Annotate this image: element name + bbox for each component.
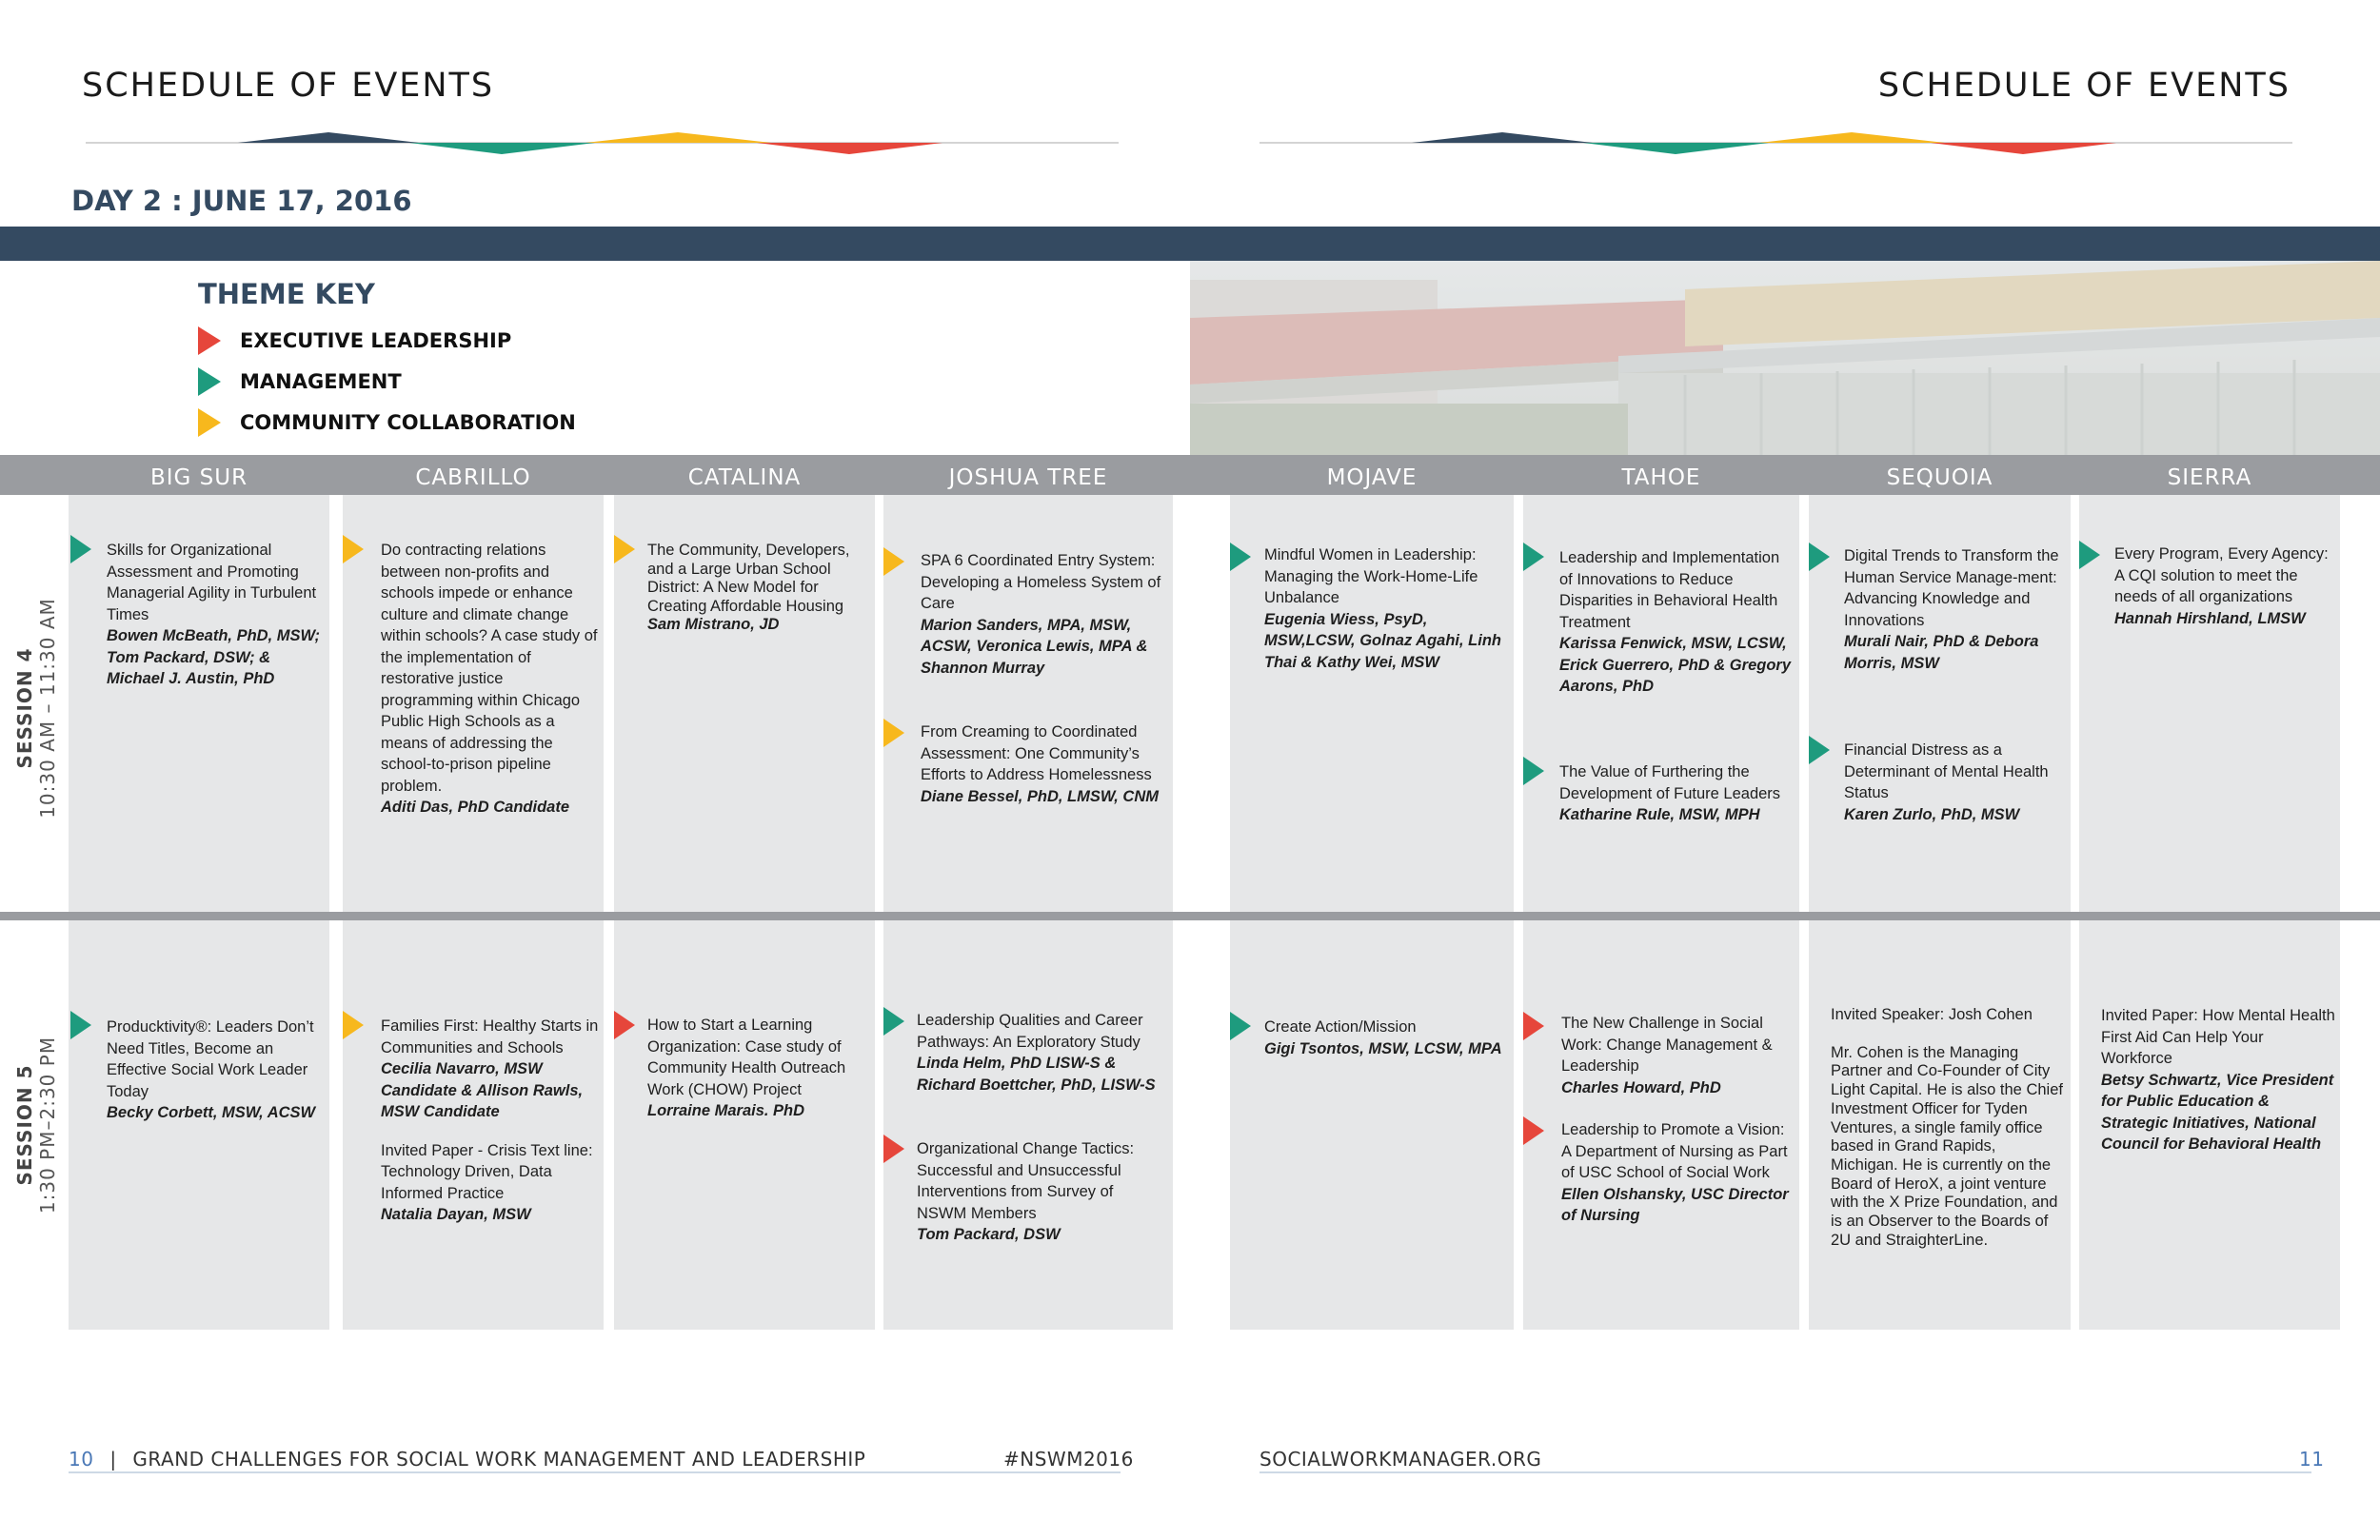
event-speakers: Sam Mistrano, JD xyxy=(647,616,780,633)
green-triangle-icon xyxy=(1230,1012,1251,1040)
yellow-triangle-icon xyxy=(883,719,904,747)
left-page-title: SCHEDULE OF EVENTS xyxy=(82,67,495,105)
event-speakers: Katharine Rule, MSW, MPH xyxy=(1559,806,1760,823)
event-speakers: Aditi Das, PhD Candidate xyxy=(381,799,570,816)
event-session5-tahoe-1 xyxy=(1561,1013,1795,1098)
event-speakers: Murali Nair, PhD & Debora Morris, MSW xyxy=(1844,633,2039,672)
event-title: Producktivity®: Leaders Don’t Need Titles, Become an Effective Social Work Leader Today xyxy=(107,1018,314,1100)
event-title: Invited Paper - Crisis Text line: Technology Driven, Data Informed Practice xyxy=(381,1141,593,1202)
yellow-triangle-icon xyxy=(198,408,221,437)
right-page-title: SCHEDULE OF EVENTS xyxy=(1877,67,2291,105)
event-session5-mojave xyxy=(1264,1017,1508,1059)
session-time: 10:30 AM – 11:30 AM xyxy=(36,598,59,819)
event-session5-sierra xyxy=(2101,1005,2335,1155)
event-speakers: Linda Helm, PhD LISW-S & Richard Boettcher, PhD, LISW-S xyxy=(917,1055,1156,1094)
green-triangle-icon xyxy=(1230,543,1251,571)
event-speakers: Natalia Dayan, MSW xyxy=(381,1206,531,1223)
event-title: Families First: Healthy Starts in Communities and Schools xyxy=(381,1017,599,1056)
green-triangle-icon xyxy=(70,1011,91,1039)
session-divider xyxy=(0,912,2380,920)
column-header-cabrillo: CABRILLO xyxy=(415,465,531,490)
green-triangle-icon xyxy=(1809,736,1830,764)
event-speakers: Becky Corbett, MSW, ACSW xyxy=(107,1104,316,1121)
event-description: Mr. Cohen is the Managing Partner and Co-Founder of City Light Capital. He is also the Chief Investment Officer for Tyden Ventures, a single family office based in Grand Rapids, Michigan. He is currently on the Board of HeroX, a joint venture with the X Prize Foundation, and is an Observer to the Boards of 2U and StraighterLine. xyxy=(1831,1043,2063,1249)
event-session5-catalina xyxy=(647,1015,870,1122)
event-title: Every Program, Every Agency: A CQI solution to meet the needs of all organizations xyxy=(2114,545,2329,605)
event-title: The Value of Furthering the Development of Future Leaders xyxy=(1559,763,1781,802)
event-session4-tahoe-1 xyxy=(1559,547,1794,698)
event-session5-joshua-tree-1 xyxy=(917,1010,1166,1096)
footer-conference-title: GRAND CHALLENGES FOR SOCIAL WORK MANAGEMENT AND LEADERSHIP xyxy=(132,1448,866,1471)
session-name: SESSION 4 xyxy=(13,647,36,769)
event-title: Leadership and Implementation of Innovations to Reduce Disparities in Behavioral Health Treatment xyxy=(1559,549,1780,631)
event-session5-sequoia xyxy=(1831,1006,2065,1250)
event-title: Skills for Organizational Assessment and Promoting Managerial Agility in Turbulent Times xyxy=(107,542,317,623)
session-5-big-sur-cell xyxy=(69,920,329,1330)
event-speakers: Eugenia Wiess, PsyD, MSW,LCSW, Golnaz Agahi, Linh Thai & Kathy Wei, MSW xyxy=(1264,610,1501,671)
navy-band xyxy=(0,227,2380,261)
event-title: Create Action/Mission xyxy=(1264,1018,1417,1036)
event-title: Mindful Women in Leadership: Managing the Work-Home-Life Unbalance xyxy=(1264,546,1478,606)
theme-key-label: COMMUNITY COLLABORATION xyxy=(240,410,576,434)
footer-hashtag: #NSWM2016 xyxy=(1003,1448,1134,1471)
green-triangle-icon xyxy=(1523,757,1544,785)
theme-key-item-community xyxy=(198,402,576,443)
day-title: DAY 2 : JUNE 17, 2016 xyxy=(71,185,412,217)
event-session4-tahoe-2 xyxy=(1559,761,1794,826)
event-title: Do contracting relations between non-profits and schools impede or enhance culture and climate change within schools? A case study of the implementation of restorative justice programming within Chicago Public High Schools as a means of addressing the school-to-prison pipeline problem. xyxy=(381,542,598,795)
event-session5-cabrillo xyxy=(381,1016,600,1226)
green-triangle-icon xyxy=(1809,543,1830,571)
right-footer-rule xyxy=(1259,1471,2311,1473)
event-title: Organizational Change Tactics: Successful and Unsuccessful Interventions from Survey of NSWM Members xyxy=(917,1140,1135,1222)
event-session4-sequoia-2 xyxy=(1844,740,2065,825)
green-triangle-icon xyxy=(1523,543,1544,571)
event-speakers: Hannah Hirshland, LMSW xyxy=(2114,609,2306,627)
event-title: Leadership to Promote a Vision: A Department of Nursing as Part of USC School of Social Work xyxy=(1561,1121,1788,1181)
event-session4-sequoia-1 xyxy=(1844,545,2065,674)
event-title: From Creaming to Coordinated Assessment: One Community’s Efforts to Address Homelessness xyxy=(921,723,1152,783)
building-photo xyxy=(1190,261,2380,455)
event-title: Digital Trends to Transform the Human Service Manage-ment: Advancing Knowledge and Innovations xyxy=(1844,547,2059,629)
column-header-sierra: SIERRA xyxy=(2167,465,2252,490)
yellow-triangle-icon xyxy=(883,547,904,576)
event-speakers: Ellen Olshansky, USC Director of Nursing xyxy=(1561,1185,1789,1224)
green-triangle-icon xyxy=(883,1007,904,1036)
event-speakers: Gigi Tsontos, MSW, LCSW, MPA xyxy=(1264,1039,1502,1057)
left-footer xyxy=(69,1448,865,1471)
theme-key-label: MANAGEMENT xyxy=(240,369,402,393)
event-title: How to Start a Learning Organization: Case study of Community Health Outreach Work (CHOW) Project xyxy=(647,1017,846,1098)
theme-key-label: EXECUTIVE LEADERSHIP xyxy=(240,328,512,352)
event-session5-tahoe-2 xyxy=(1561,1119,1795,1227)
red-triangle-icon xyxy=(198,326,221,355)
green-triangle-icon xyxy=(198,367,221,396)
page-number-left: 10 xyxy=(69,1448,94,1471)
green-triangle-icon xyxy=(70,535,91,563)
event-speakers: Betsy Schwartz, Vice President for Public Education & Strategic Initiatives, National Council for Behavioral Health xyxy=(2101,1071,2334,1153)
session-5-joshua-tree-cell xyxy=(883,920,1173,1330)
column-header-mojave: MOJAVE xyxy=(1326,465,1418,490)
green-triangle-icon xyxy=(2079,541,2100,569)
session-name: SESSION 5 xyxy=(13,1064,36,1186)
event-title: Financial Distress as a Determinant of Mental Health Status xyxy=(1844,741,2049,801)
session-5-label xyxy=(13,963,59,1287)
event-session4-joshua-tree-2 xyxy=(921,721,1166,807)
page-number-right xyxy=(2299,1448,2324,1471)
column-header-catalina: CATALINA xyxy=(687,465,802,490)
left-footer-rule xyxy=(69,1471,1121,1473)
event-session4-cabrillo xyxy=(381,540,600,819)
theme-key xyxy=(198,278,576,443)
column-header-tahoe: TAHOE xyxy=(1621,465,1701,490)
event-speakers: Marion Sanders, MPA, MSW, ACSW, Veronica Lewis, MPA & Shannon Murray xyxy=(921,616,1148,677)
theme-key-item-management xyxy=(198,361,576,402)
event-title: Invited Paper: How Mental Health First Aid Can Help Your Workforce xyxy=(2101,1007,2335,1067)
theme-key-title: THEME KEY xyxy=(198,278,375,310)
event-speakers: Karissa Fenwick, MSW, LCSW, Erick Guerrero, PhD & Gregory Aarons, PhD xyxy=(1559,635,1791,695)
column-header-sequoia: SEQUOIA xyxy=(1886,465,1993,490)
session-5-catalina-cell xyxy=(614,920,875,1330)
red-triangle-icon xyxy=(614,1011,635,1039)
event-session4-catalina xyxy=(647,542,870,635)
column-header-big-sur: BIG SUR xyxy=(149,465,248,490)
event-speakers: Charles Howard, PhD xyxy=(1561,1078,1721,1096)
event-session5-joshua-tree-2 xyxy=(917,1138,1166,1246)
yellow-triangle-icon xyxy=(343,535,364,563)
red-triangle-icon xyxy=(883,1135,904,1163)
event-title: Leadership Qualities and Career Pathways: An Exploratory Study xyxy=(917,1012,1143,1051)
event-title: Invited Speaker: Josh Cohen xyxy=(1831,1006,2033,1023)
event-session5-big-sur xyxy=(107,1017,324,1124)
red-triangle-icon xyxy=(1523,1116,1544,1145)
event-session4-joshua-tree-1 xyxy=(921,550,1166,679)
event-title: SPA 6 Coordinated Entry System: Developing a Homeless System of Care xyxy=(921,552,1161,612)
right-decorative-triangle-strip xyxy=(1259,126,2292,156)
page-number-right-text: 11 xyxy=(2299,1448,2325,1471)
column-header-joshua-tree: JOSHUA TREE xyxy=(948,465,1108,490)
session-time: 1:30 PM–2:30 PM xyxy=(36,1036,59,1214)
event-speakers: Tom Packard, DSW xyxy=(917,1226,1061,1243)
yellow-triangle-icon xyxy=(343,1011,364,1039)
left-decorative-triangle-strip xyxy=(86,126,1119,156)
footer-separator: | xyxy=(109,1448,117,1471)
yellow-triangle-icon xyxy=(614,535,635,563)
event-speakers: Lorraine Marais. PhD xyxy=(647,1102,805,1119)
event-session4-mojave xyxy=(1264,544,1508,673)
event-speakers: Diane Bessel, PhD, LMSW, CNM xyxy=(921,787,1159,805)
session-4-label xyxy=(13,546,59,870)
event-session4-sierra xyxy=(2114,543,2335,629)
event-title: The New Challenge in Social Work: Change Management & Leadership xyxy=(1561,1015,1773,1075)
event-title: The Community, Developers, and a Large Urban School District: A New Model for Creating Affordable Housing xyxy=(647,542,850,615)
footer-website: SOCIALWORKMANAGER.ORG xyxy=(1259,1448,1542,1471)
event-speakers: Bowen McBeath, PhD, MSW; Tom Packard, DSW; & Michael J. Austin, PhD xyxy=(107,627,320,687)
event-speakers: Cecilia Navarro, MSW Candidate & Allison Rawls, MSW Candidate xyxy=(381,1060,584,1120)
session-5-mojave-cell xyxy=(1230,920,1514,1330)
event-session4-big-sur xyxy=(107,540,324,690)
event-speakers: Karen Zurlo, PhD, MSW xyxy=(1844,805,2020,823)
theme-key-item-executive xyxy=(198,320,576,361)
red-triangle-icon xyxy=(1523,1012,1544,1040)
